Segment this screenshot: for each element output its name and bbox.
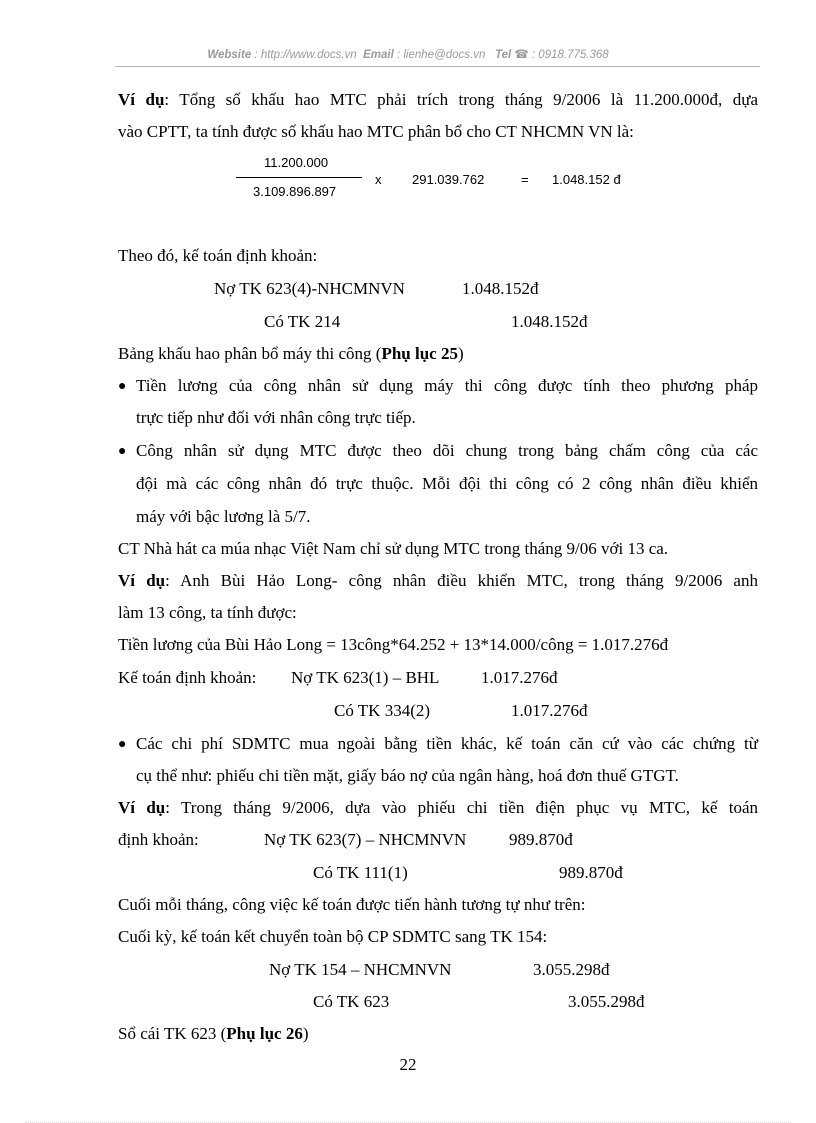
bullet3-line2: cụ thể như: phiếu chi tiền mặt, giấy báo nợ của ngân hàng, hoá đơn thuế GTGT.	[136, 766, 679, 785]
period-end-intro: Cuối kỳ, kế toán kết chuyển toàn bộ CP SDMTC sang TK 154:	[118, 927, 548, 946]
example-label: Ví dụ	[118, 571, 166, 590]
example2-text: : Anh Bùi Hảo Long- công nhân điều khiển MTC, trong tháng 9/2006 anh	[165, 571, 758, 590]
example2-line1	[118, 570, 758, 592]
formula-times: x	[375, 172, 382, 187]
entry1-intro: Theo đó, kế toán định khoản:	[118, 246, 318, 265]
appendix25-line	[118, 343, 464, 365]
entry4-credit-account: Có TK 623	[313, 992, 390, 1011]
formula-numerator: 11.200.000	[264, 155, 329, 170]
entry3-credit-account: Có TK 111(1)	[313, 863, 408, 882]
bullet2-line1: Công nhân sử dụng MTC được theo dõi chung trong bảng chấm công của các	[136, 441, 758, 460]
bullet2-line2: đội mà các công nhân đó trực thuộc. Mỗi đội thi công có 2 công nhân điều khiển	[136, 474, 758, 493]
entry2-debit-account: Nợ TK 623(1) – BHL	[291, 668, 440, 687]
bullet2-line3: máy với bậc lương là 5/7.	[136, 507, 311, 526]
appendix26-close: )	[302, 1024, 309, 1043]
example-label: Ví dụ	[118, 90, 165, 109]
salary-line: Tiền lương của Bùi Hảo Long = 13công*64.252 + 13*14.000/công = 1.017.276đ	[118, 635, 669, 654]
email-label: Email	[363, 49, 394, 61]
entry3-credit-amount: 989.870đ	[559, 863, 623, 882]
appendix25-close: )	[457, 344, 464, 363]
entry2-label: Kế toán định khoản:	[118, 668, 257, 687]
month-end-line: Cuối mỗi tháng, công việc kế toán được tiến hành tương tự như trên:	[118, 895, 586, 914]
formula-denominator: 3.109.896.897	[253, 184, 337, 199]
entry1-credit-account: Có TK 214	[264, 312, 341, 331]
page-number: 22	[399, 1055, 417, 1074]
example-label: Ví dụ	[118, 798, 166, 817]
entry1-debit-amount: 1.048.152đ	[462, 279, 539, 298]
appendix25-text: Bảng khấu hao phân bổ máy thi công (	[118, 344, 382, 363]
phone-icon: ☎	[514, 49, 529, 61]
appendix26-text: Sổ cái TK 623 (	[118, 1024, 227, 1043]
example2-line2: làm 13 công, ta tính được:	[118, 603, 297, 622]
entry2-credit-amount: 1.017.276đ	[511, 701, 588, 720]
entry1-credit-amount: 1.048.152đ	[511, 312, 588, 331]
ct-usage-line: CT Nhà hát ca múa nhạc Việt Nam chỉ sử dụng MTC trong tháng 9/06 với 13 ca.	[118, 539, 669, 558]
formula-factor: 291.039.762	[412, 172, 485, 187]
appendix25-ref: Phụ lục 25	[381, 344, 458, 363]
entry4-debit-amount: 3.055.298đ	[533, 960, 610, 979]
example1-line1	[118, 89, 758, 111]
tel-number: 0918.775.368	[538, 49, 609, 61]
entry1-debit-account: Nợ TK 623(4)-NHCMNVN	[214, 279, 405, 298]
example3-line2-label: định khoản:	[118, 830, 199, 849]
example1-line2: vào CPTT, ta tính được số khấu hao MTC phân bổ cho CT NHCMN VN là:	[118, 122, 634, 141]
appendix26-ref: Phụ lục 26	[226, 1024, 303, 1043]
entry4-debit-account: Nợ TK 154 – NHCMNVN	[269, 960, 452, 979]
entry3-debit-amount: 989.870đ	[509, 830, 573, 849]
entry2-credit-account: Có TK 334(2)	[334, 701, 431, 720]
header-divider	[115, 66, 760, 67]
fraction-bar	[236, 177, 362, 178]
separator: :	[528, 49, 539, 61]
website-label: Website	[207, 49, 252, 61]
website-url[interactable]: http://www.docs.vn	[260, 49, 357, 61]
bullet1-line1: Tiền lương của công nhân sử dụng máy thi công được tính theo phương pháp	[136, 376, 758, 395]
bullet-icon: ●	[118, 737, 127, 752]
example3-text: : Trong tháng 9/2006, dựa vào phiếu chi tiền điện phục vụ MTC, kế toán	[165, 798, 758, 817]
bullet-icon: ●	[118, 444, 127, 459]
formula-equals: =	[521, 172, 529, 187]
bullet3-line1: Các chi phí SDMTC mua ngoài bằng tiền khác, kế toán căn cứ vào các chứng từ	[136, 734, 758, 753]
tel-label: Tel	[494, 49, 512, 61]
bullet1-line2: trực tiếp như đối với nhân công trực tiếp.	[136, 408, 416, 427]
example3-line1	[118, 797, 758, 819]
formula-result: 1.048.152 đ	[552, 172, 621, 187]
separator: :	[251, 49, 261, 61]
email-address[interactable]: lienhe@docs.vn	[403, 49, 486, 61]
page-header	[0, 47, 816, 61]
example1-text: : Tổng số khấu hao MTC phải trích trong tháng 9/2006 là 11.200.000đ, dựa	[164, 90, 758, 109]
entry4-credit-amount: 3.055.298đ	[568, 992, 645, 1011]
separator: :	[393, 49, 404, 61]
bullet-icon: ●	[118, 379, 127, 394]
entry3-debit-account: Nợ TK 623(7) – NHCMNVN	[264, 830, 467, 849]
entry2-debit-amount: 1.017.276đ	[481, 668, 558, 687]
appendix26-line	[118, 1023, 309, 1045]
